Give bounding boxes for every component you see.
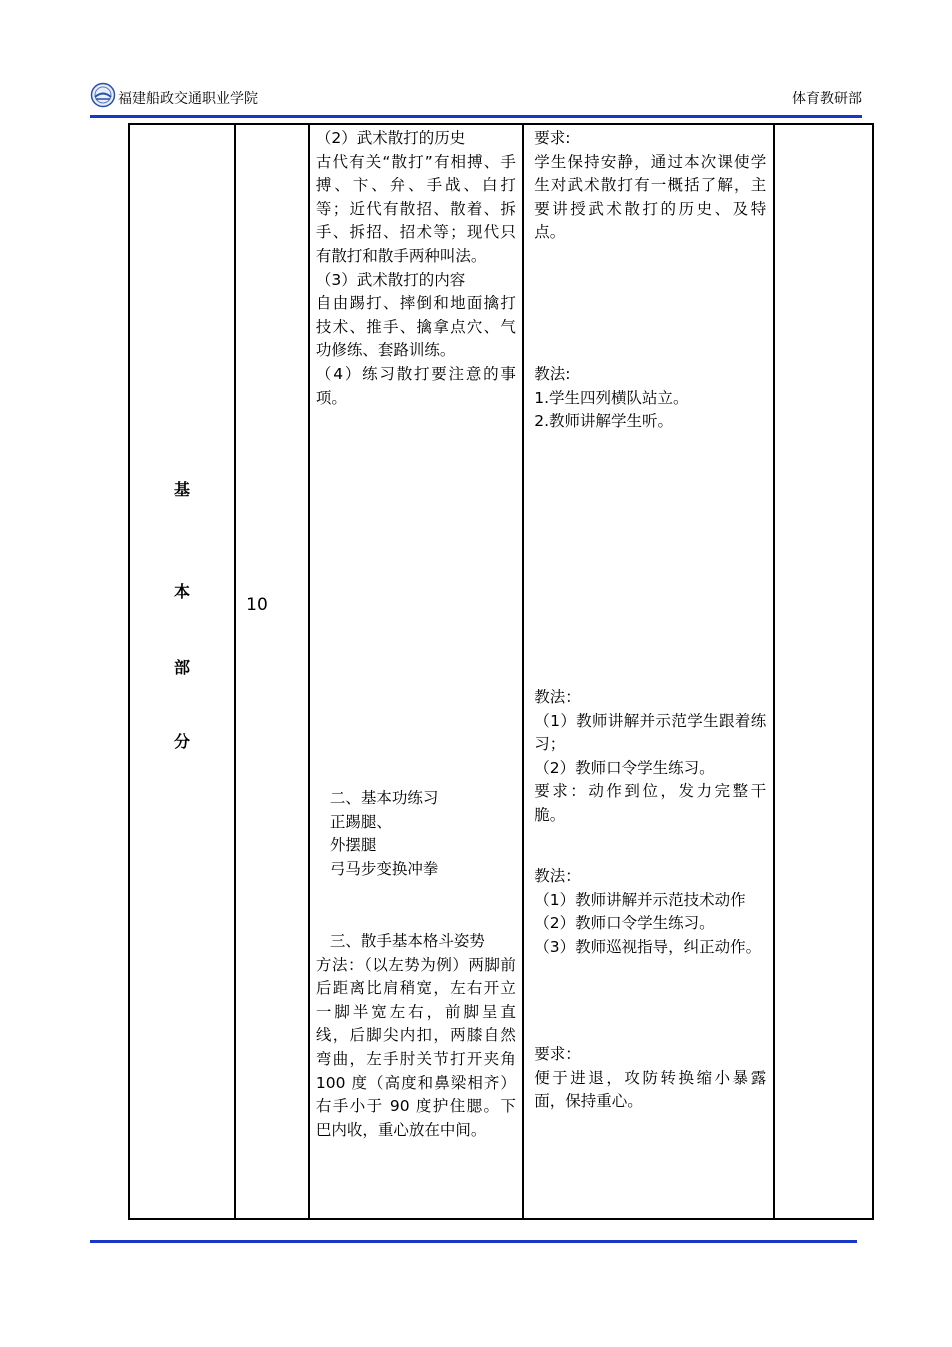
footer-rule: [90, 1240, 857, 1243]
notes-cell: [774, 124, 873, 1219]
content-heading: （4）练习散打要注意的事项。: [315, 364, 516, 407]
list-item: 1.学生四列横队站立。: [534, 388, 689, 407]
requirement-text: 学生保持安静，通过本次课使学生对武术散打有一概括了解，主要讲授武术散打的历史、及特点。: [534, 152, 767, 242]
method-label: 教法:: [534, 365, 571, 383]
content-heading: （2）武术散打的历史: [315, 129, 466, 147]
content-paragraph: 方法：（以左势为例）两脚前后距离比肩稍宽，左右开立一脚半宽左右，前脚呈直线，后脚尖内扣，两膝自然弯曲，左手肘关节打开夹角100 度（高度和鼻梁相齐）右手小于 90 度护住腮。下巴内收，重心放在中间。: [315, 955, 516, 1139]
method-label: 教法：: [534, 867, 581, 885]
content-heading: 二、基本功练习: [329, 789, 439, 807]
requirement-text: 便于进退，攻防转换缩小暴露面，保持重心。: [534, 1068, 767, 1111]
list-item: 外摆腿: [329, 836, 377, 855]
list-item: 正踢腿、: [329, 812, 392, 831]
page-header: [90, 82, 862, 114]
section-char: 基: [174, 480, 191, 499]
section-char: 本: [174, 582, 191, 601]
table-row: [129, 124, 873, 1219]
duration-value: 10: [246, 595, 268, 615]
list-item: （2）教师口令学生练习。: [534, 758, 715, 777]
duration-cell: [235, 124, 309, 1219]
content-paragraph: 古代有关“散打”有相搏、手搏、卞、弁、手战、白打等；近代有散招、散着、拆手、拆招、招术等；现代只有散打和散手两种叫法。: [315, 152, 516, 265]
header-rule: [90, 115, 862, 118]
list-item: 2.教师讲解学生听。: [534, 412, 674, 431]
school-name: 福建船政交通职业学院: [118, 91, 258, 107]
list-item: （2）教师口令学生练习。: [534, 914, 715, 933]
section-char: 部: [174, 658, 191, 677]
section-cell: [129, 124, 235, 1219]
requirement-text: 要求：动作到位，发力完整干脆。: [534, 782, 767, 824]
section-char: 分: [174, 732, 191, 751]
department-name: 体育教研部: [792, 91, 862, 107]
requirement-label: 要求:: [534, 129, 571, 147]
requirement-label: 要求：: [534, 1045, 581, 1063]
list-item: （1）教师讲解并示范学生跟着练习；: [534, 711, 767, 754]
content-paragraph: 自由踢打、摔倒和地面擒打技术、推手、擒拿点穴、气功修练、套路训练。: [315, 294, 516, 360]
content-heading: （3）武术散打的内容: [315, 270, 466, 289]
methods-cell: [523, 124, 774, 1219]
content-cell: [309, 124, 523, 1219]
method-label: 教法：: [534, 688, 581, 706]
lesson-plan-table: [128, 123, 874, 1220]
list-item: （1）教师讲解并示范技术动作: [534, 890, 746, 909]
list-item: （3）教师巡视指导，纠正动作。: [534, 937, 762, 956]
list-item: 弓马步变换冲拳: [329, 859, 439, 878]
school-emblem-icon: [90, 82, 116, 108]
content-heading: 三、散手基本格斗姿势: [329, 932, 485, 950]
